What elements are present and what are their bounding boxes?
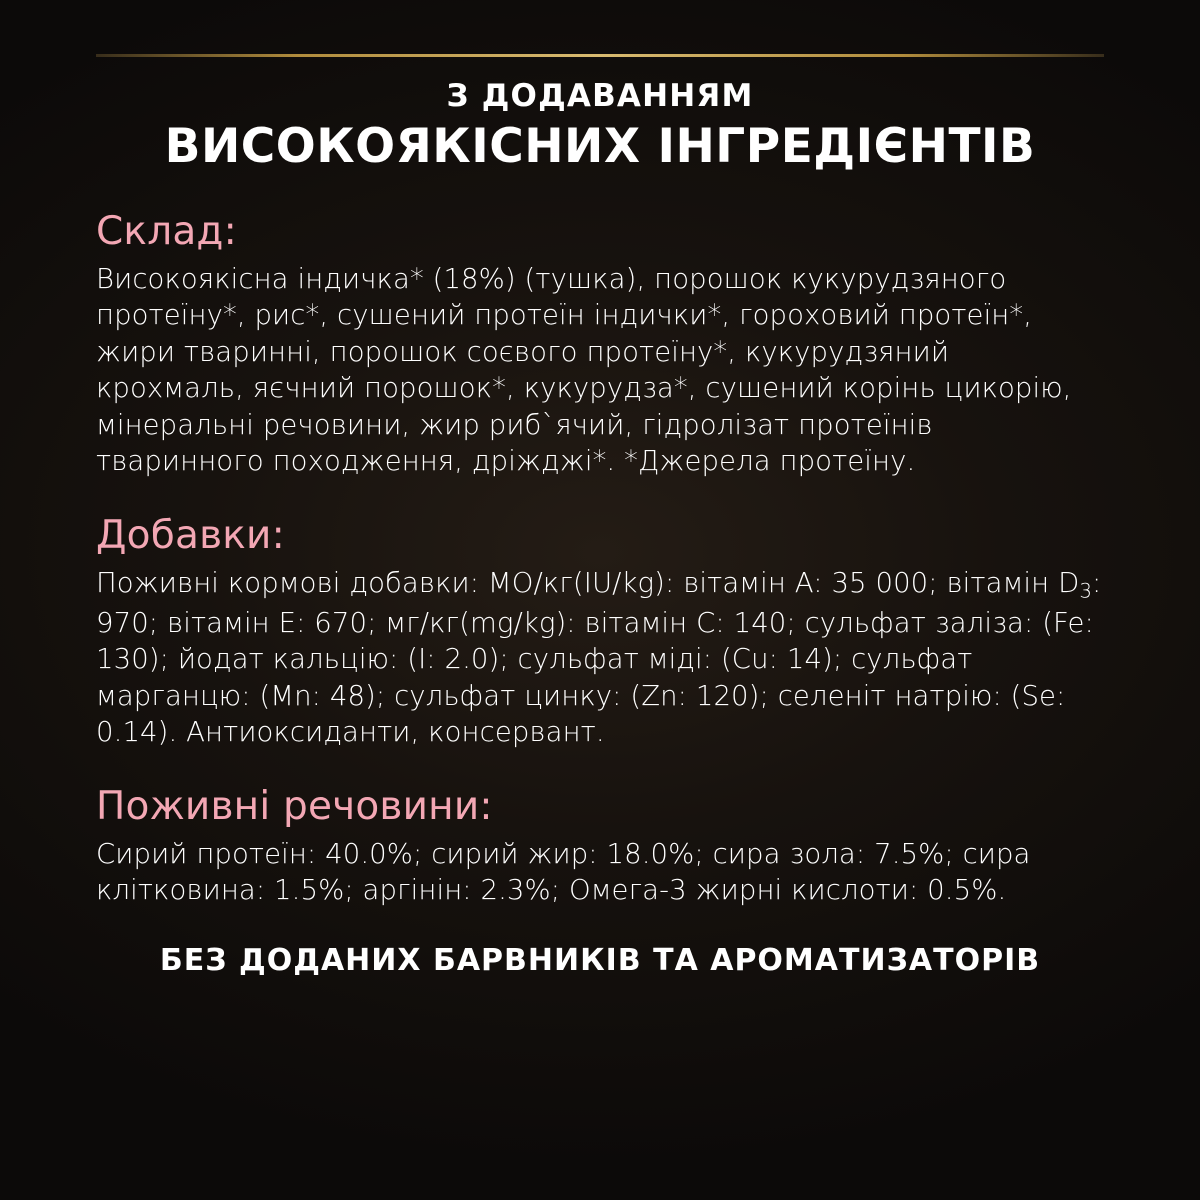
footer-claim: БЕЗ ДОДАНИХ БАРВНИКІВ ТА АРОМАТИЗАТОРІВ <box>159 942 1041 978</box>
section-title-composition: Склад: <box>96 208 237 254</box>
section-title-additives: Добавки: <box>96 513 285 559</box>
section-body-nutrients: Сирий протеїн: 40.0%; сирий жир: 18.0%; сира зола: 7.5%; сира клітковина: 1.5%; аргінін: 2.3%; Омега-3 жирні кислоти: 0.5%. <box>96 837 1031 907</box>
additives-text-pre: Поживні кормові добавки: МО/кг(IU/kg): вітамін A: 35 000; вітамін D <box>96 566 1080 599</box>
additives-text-post: : 970; вітамін E: 670; мг/кг(mg/kg): вітамін C: 140; сульфат заліза: (Fe: 130); йодат кальцію: (I: 2.0); сульфат міді: (Cu: 14); сульфат марганцю: (Mn: 48); сульфат цинку: (Zn: 120); селеніт натрію: (Se: 0.14). Антиоксиданти, консервант. <box>96 566 1102 749</box>
section-body-additives <box>96 565 1104 751</box>
section-title-nutrients: Поживні речовини: <box>96 783 493 829</box>
page-title: ВИСОКОЯКІСНИХ ІНГРЕДІЄНТІВ <box>164 119 1036 175</box>
section-body-composition: Високоякісна індичка* (18%) (тушка), порошок кукурудзяного протеїну*, рис*, сушений протеїн індички*, гороховий протеїн*, жири тваринні, порошок соєвого протеїну*, кукурудзяний крохмаль, яєчний порошок*, кукурудза*, сушений корінь цикорію, мінеральні речовини, жир риб`ячий, гідролізат протеїнів тваринного походження, дріжджі*. *Джерела протеїну. <box>96 262 1072 478</box>
additives-subscript: 3 <box>1079 579 1093 603</box>
kicker-text: З ДОДАВАННЯМ <box>446 78 754 114</box>
section-additives <box>96 514 1104 751</box>
section-nutrients <box>96 785 1104 909</box>
section-composition <box>96 210 1104 480</box>
